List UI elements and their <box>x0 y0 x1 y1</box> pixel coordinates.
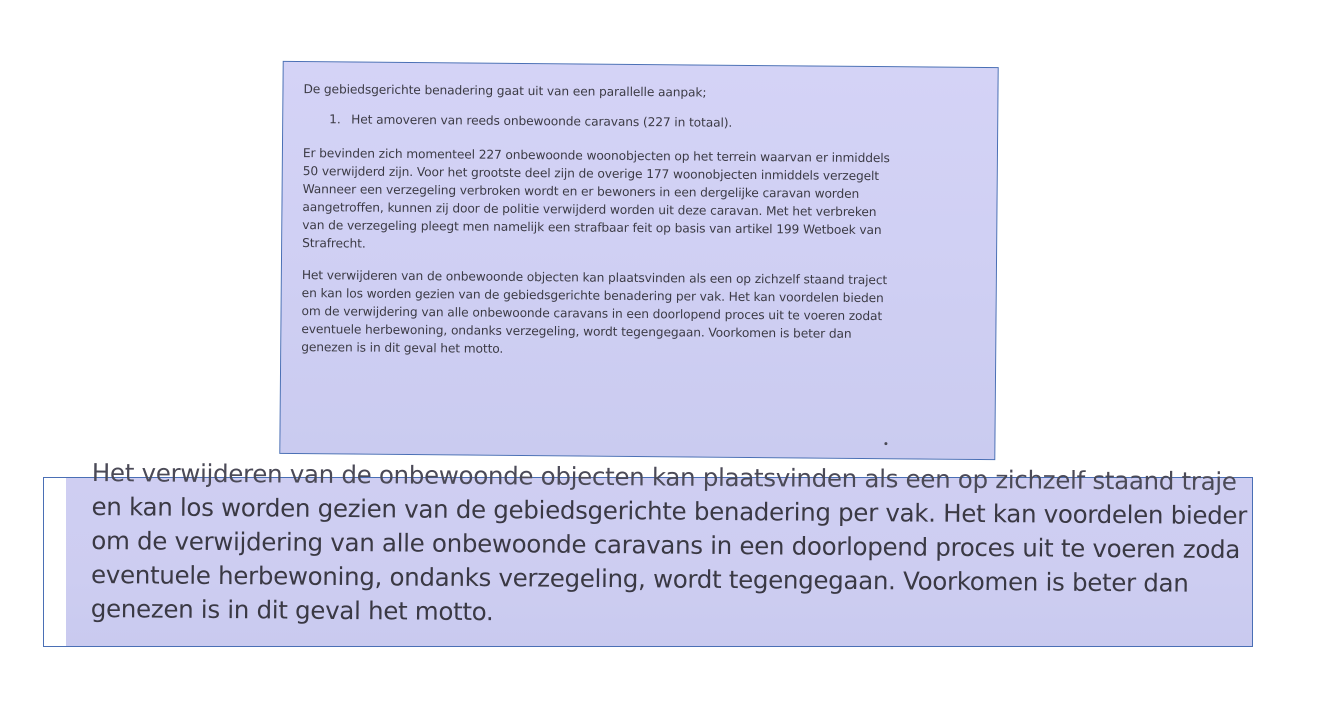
scanned-document-excerpt <box>279 61 998 460</box>
list-item-text: Het amoveren van reeds onbewoonde caravans (227 in totaal). <box>351 112 733 130</box>
list-item <box>329 110 973 134</box>
paragraph-line: en kan los worden gezien van de gebiedsgerichte benadering per vak. Het kan voordelen bieden <box>301 286 884 306</box>
intro-sentence: De gebiedsgerichte benadering gaat uit van een parallelle aanpak; <box>303 82 707 100</box>
zoomed-text <box>91 456 1342 636</box>
list-number: 1. <box>329 112 341 127</box>
zoomed-line: Het verwijderen van de onbewoonde objecten kan plaatsvinden als een op zichzelf staand traje <box>91 457 1237 496</box>
paragraph-line: Er bevinden zich momenteel 227 onbewoonde woonobjecten op het terrein waarvan er inmiddels <box>302 146 890 166</box>
document-text <box>301 80 974 376</box>
paragraph-2 <box>301 266 972 362</box>
paragraph-line: genezen is in dit geval het motto. <box>301 340 504 356</box>
paragraph-line: 50 verwijderd zijn. Voor het grootste deel zijn de overige 177 woonobjecten inmiddels verzegelt <box>302 164 880 184</box>
paragraph-line: om de verwijdering van alle onbewoonde caravans in een doorlopend proces uit te voeren zodat <box>301 304 883 324</box>
paragraph-line: aangetroffen, kunnen zij door de politie verwijderd worden uit deze caravan. Met het verbreken <box>302 200 877 220</box>
scan-speck <box>884 442 887 445</box>
paragraph-line: Wanneer een verzegeling verbroken wordt en er bewoners in een dergelijke caravan worden <box>302 182 860 201</box>
paragraph-line: Het verwijderen van de onbewoonde objecten kan plaatsvinden als een op zichzelf staand traject <box>301 268 888 288</box>
paragraph-line: eventuele herbewoning, ondanks verzegeling, wordt tegengegaan. Voorkomen is beter dan <box>301 322 852 341</box>
zoomed-excerpt <box>43 457 1253 647</box>
zoomed-line: genezen is in dit geval het motto. <box>90 593 494 627</box>
zoomed-line: eventuele herbewoning, ondanks verzegeling, wordt tegengegaan. Voorkomen is beter dan <box>90 559 1189 598</box>
paragraph-1 <box>302 144 973 258</box>
paragraph-line: Strafrecht. <box>302 236 366 251</box>
zoomed-line: en kan los worden gezien van de gebiedsgerichte benadering per vak. Het kan voordelen bieder <box>91 491 1248 531</box>
zoomed-line: om de verwijdering van alle onbewoonde caravans in een doorlopend proces uit te voeren zoda <box>91 525 1241 565</box>
paragraph-line: van de verzegeling pleegt men namelijk een strafbaar feit op basis van artikel 199 Wetboek van <box>302 218 882 238</box>
